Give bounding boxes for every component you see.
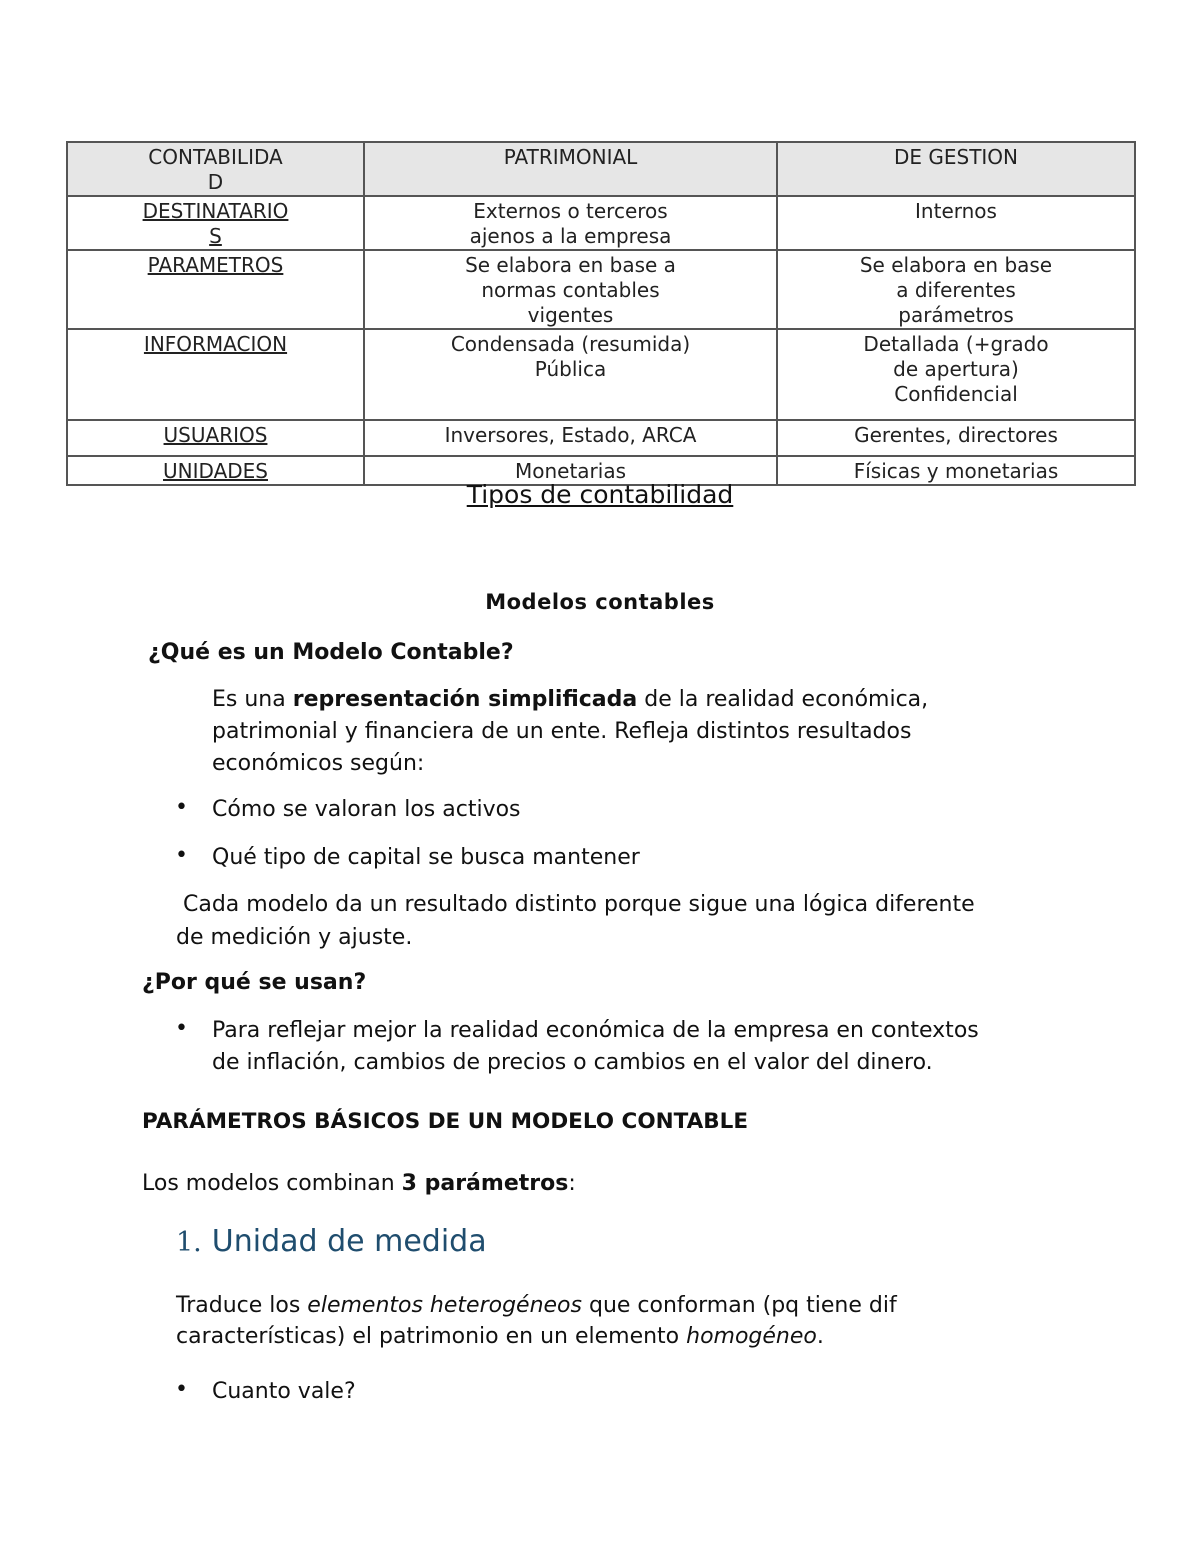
bullet-icon: • [175, 795, 188, 820]
params-intro-bold: 3 parámetros [401, 1171, 569, 1196]
table-cell: Se elabora en base a diferentes parámetros [777, 250, 1135, 329]
unit-heading [176, 1224, 487, 1259]
definition-text: Es una [212, 687, 293, 712]
header-cell-gestion: DE GESTION [777, 142, 1135, 196]
row-label-cell [67, 250, 364, 329]
table-cell: Internos [777, 196, 1135, 250]
bullet-icon: • [175, 843, 188, 868]
list-item-line-2: de inflación, cambios de precios o cambios en el valor del dinero. [212, 1050, 933, 1075]
table-cell: Inversores, Estado, ARCA [364, 420, 777, 456]
params-intro-text: : [568, 1171, 576, 1196]
definition-line-2: patrimonial y financiera de un ente. Refleja distintos resultados [212, 719, 912, 744]
unit-italic: homogéneo [686, 1324, 817, 1349]
params-heading: PARÁMETROS BÁSICOS DE UN MODELO CONTABLE [142, 1109, 749, 1134]
params-intro [142, 1167, 576, 1200]
unit-text: . [816, 1324, 824, 1349]
unit-line-1 [176, 1289, 897, 1322]
table-row [67, 420, 1135, 456]
row-label-unidades: UNIDADES [163, 459, 268, 483]
definition-line-3: económicos según: [212, 751, 425, 776]
contabilidad-comparison-table [66, 141, 1136, 486]
table-cell: Externos o terceros ajenos a la empresa [364, 196, 777, 250]
unit-text: que conforman (pq tiene dif [581, 1293, 897, 1318]
table-caption: Tipos de contabilidad [466, 480, 734, 509]
header-cell-patrimonial: PATRIMONIAL [364, 142, 777, 196]
list-item-line-1: Para reflejar mejor la realidad económica de la empresa en contextos [212, 1018, 979, 1043]
bullet-icon: • [175, 1377, 188, 1402]
params-intro-text: Los modelos combinan [142, 1171, 402, 1196]
table-cell: Físicas y monetarias [777, 456, 1135, 485]
definition-bold: representación simplificada [292, 687, 638, 712]
unit-heading-text: Unidad de medida [211, 1224, 487, 1259]
table-row [67, 250, 1135, 329]
header-cell-contabilidad: CONTABILIDA D [67, 142, 364, 196]
unit-text: Traduce los [176, 1293, 308, 1318]
table-cell: Se elabora en base a normas contables vigentes [364, 250, 777, 329]
list-item: Qué tipo de capital se busca mantener [212, 845, 640, 870]
row-label-cell [67, 196, 364, 250]
table-row [67, 329, 1135, 420]
list-item: Cuanto vale? [212, 1379, 356, 1404]
row-label-destinatarios: DESTINATARIO S [142, 199, 289, 248]
unit-italic: elementos heterogéneos [307, 1293, 582, 1318]
table-row [67, 196, 1135, 250]
row-label-usuarios: USUARIOS [163, 423, 268, 447]
row-label-cell [67, 329, 364, 420]
unit-heading-number: 1. [176, 1227, 202, 1258]
section-title: Modelos contables [485, 590, 715, 614]
question-heading-why: ¿Por qué se usan? [142, 970, 367, 995]
definition-line-1 [212, 683, 928, 716]
row-label-cell [67, 420, 364, 456]
list-item: Cómo se valoran los activos [212, 797, 521, 822]
definition-text: de la realidad económica, [637, 687, 929, 712]
table-cell: Detallada (+grado de apertura) Confidencial [777, 329, 1135, 420]
bullet-icon: • [175, 1016, 188, 1041]
table-header-row [67, 142, 1135, 196]
table-cell: Monetarias [364, 456, 777, 485]
table-cell: Condensada (resumida) Pública [364, 329, 777, 420]
unit-line-2 [176, 1320, 824, 1353]
note-line-1: Cada modelo da un resultado distinto porque sigue una lógica diferente [176, 892, 975, 917]
question-heading-what-is: ¿Qué es un Modelo Contable? [148, 640, 514, 665]
unit-text: características) el patrimonio en un elemento [176, 1324, 687, 1349]
row-label-parametros: PARAMETROS [147, 253, 284, 277]
row-label-informacion: INFORMACION [143, 332, 288, 356]
note-line-2: de medición y ajuste. [176, 925, 413, 950]
table-cell: Gerentes, directores [777, 420, 1135, 456]
